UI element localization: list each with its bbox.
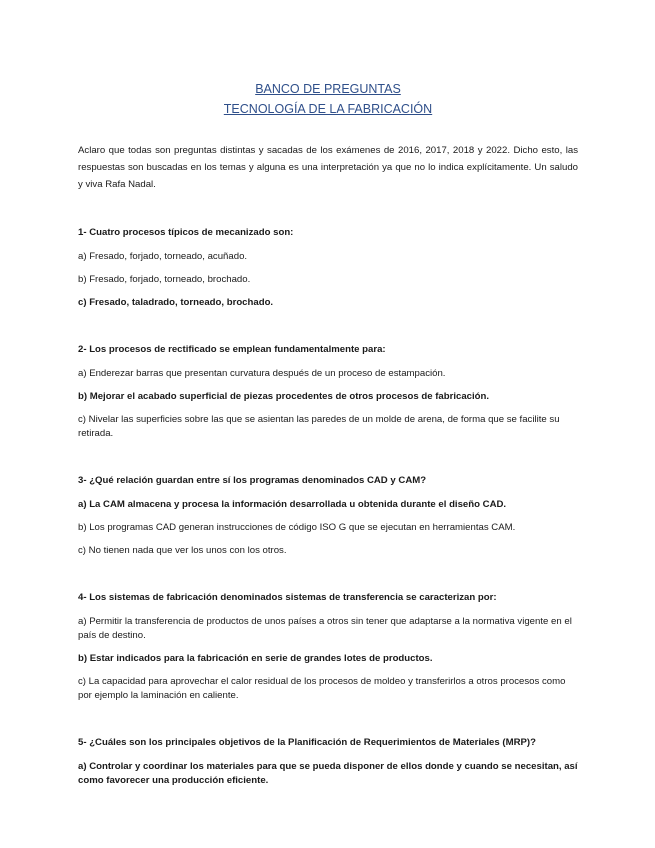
answer-option: a) Enderezar barras que presentan curvatura después de un proceso de estampación.	[78, 368, 446, 379]
correct-answer-option: c) Fresado, taladrado, torneado, brochado.	[78, 297, 274, 308]
question-text: 1- Cuatro procesos típicos de mecanizado son:	[78, 227, 294, 238]
answer-option: b) Los programas CAD generan instrucciones de código ISO G que se ejecutan en herramientas CAM.	[78, 522, 516, 533]
question-text: 2- Los procesos de rectificado se emplean fundamentalmente para:	[78, 344, 386, 355]
answer-option: b) Fresado, forjado, torneado, brochado.	[78, 274, 251, 285]
answer-option: a) Fresado, forjado, torneado, acuñado.	[78, 251, 248, 262]
question-block	[78, 226, 578, 310]
question-block	[78, 474, 578, 558]
document-page	[78, 0, 578, 788]
correct-answer-option: a) La CAM almacena y procesa la información desarrollada u obtenida durante el diseño CAD.	[78, 499, 507, 510]
answer-option: c) La capacidad para aprovechar el calor residual de los procesos de moldeo y transferirlos a otros procesos como por ejemplo la laminación en caliente.	[78, 676, 566, 701]
document-subtitle: TECNOLOGÍA DE LA FABRICACIÓN	[223, 102, 433, 116]
question-block	[78, 591, 578, 703]
question-text: 5- ¿Cuáles son los principales objetivos de la Planificación de Requerimientos de Materiales (MRP)?	[78, 737, 536, 748]
question-block	[78, 343, 578, 441]
correct-answer-option: a) Controlar y coordinar los materiales para que se pueda disponer de ellos donde y cuando se necesitan, así como favorecer una producción eficiente.	[78, 761, 578, 786]
answer-option: c) Nivelar las superficies sobre las que se asientan las paredes de un molde de arena, de forma que se facilite su retirada.	[78, 414, 560, 439]
correct-answer-option: b) Mejorar el acabado superficial de piezas procedentes de otros procesos de fabricación.	[78, 391, 490, 402]
question-text: 3- ¿Qué relación guardan entre sí los programas denominados CAD y CAM?	[78, 475, 427, 486]
intro-paragraph: Aclaro que todas son preguntas distintas y sacadas de los exámenes de 2016, 2017, 2018 y 2022. Dicho esto, las respuestas son buscadas en los temas y alguna es una interpretación ya que no lo indica explícitamente. Un saludo y viva Rafa Nadal.	[78, 145, 578, 190]
document-title: BANCO DE PREGUNTAS	[255, 82, 401, 96]
answer-option: a) Permitir la transferencia de productos de unos países a otros sin tener que adaptarse a la normativa vigente en el país de destino.	[78, 616, 572, 641]
answer-option: c) No tienen nada que ver los unos con los otros.	[78, 545, 287, 556]
question-text: 4- Los sistemas de fabricación denominados sistemas de transferencia se caracterizan por:	[78, 592, 497, 603]
correct-answer-option: b) Estar indicados para la fabricación en serie de grandes lotes de productos.	[78, 653, 433, 664]
question-block	[78, 736, 578, 788]
